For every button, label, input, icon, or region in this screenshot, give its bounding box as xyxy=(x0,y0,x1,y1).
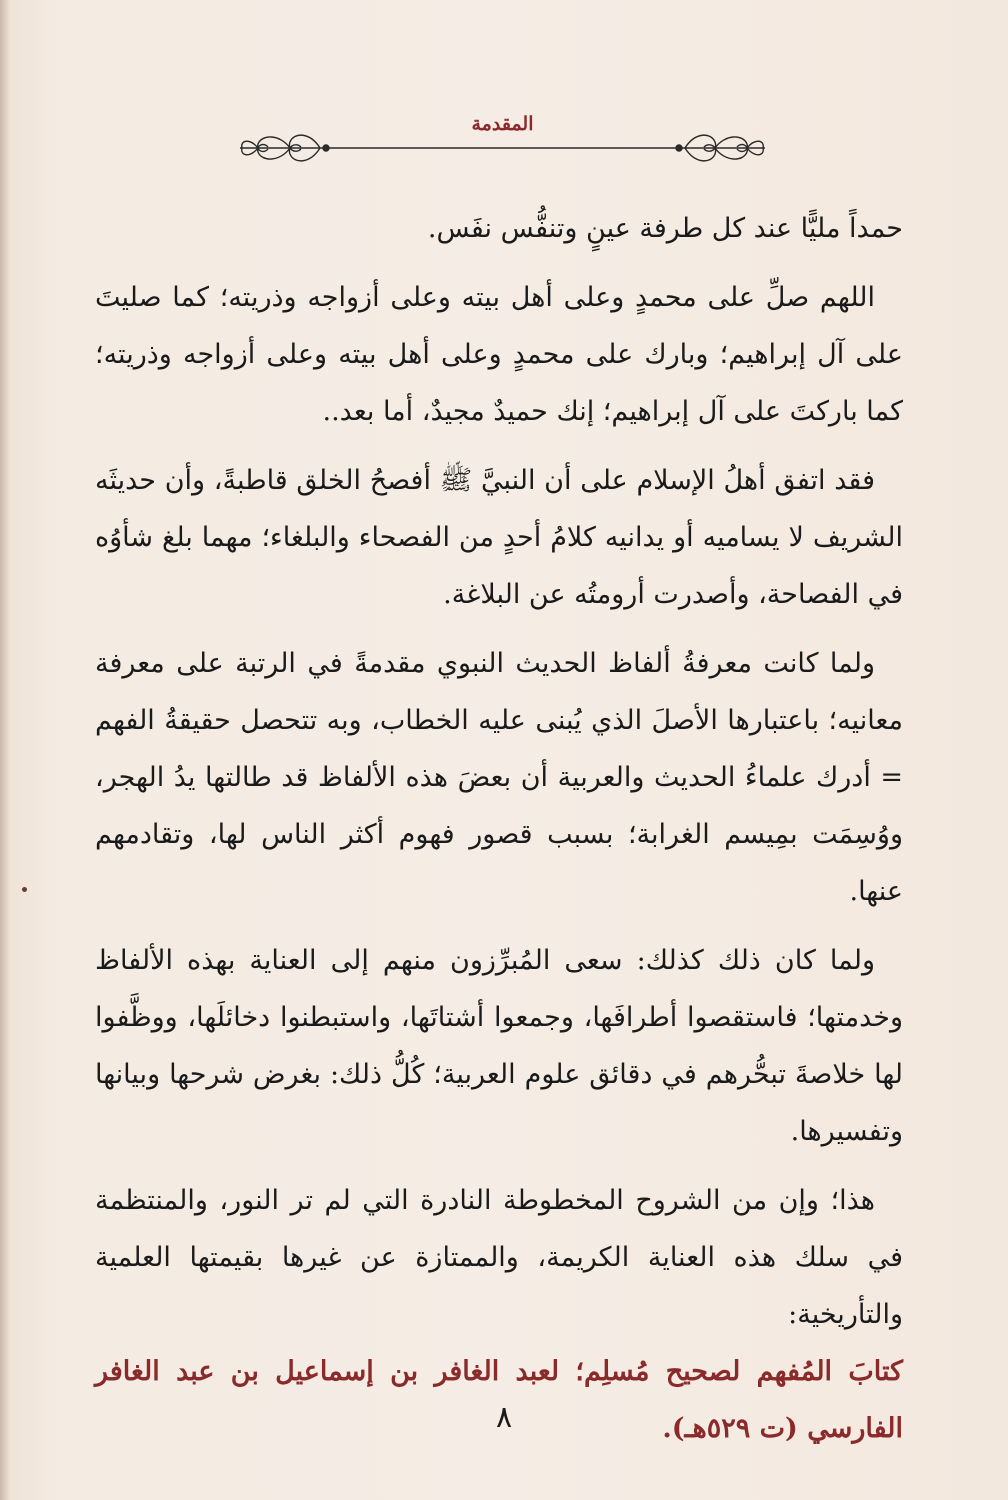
page-body xyxy=(95,200,903,1469)
ink-spot xyxy=(22,887,27,892)
paragraph: فقد اتفق أهلُ الإسلام على أن النبيَّ ﷺ أفصحُ الخلق قاطبةً، وأن حديثَه الشريف لا يساميه أو يدانيه كلامُ أحدٍ من الفصحاء والبلغاء؛ مهما بلغ شأوُه في الفصاحة، وأصدرت أرومتُه عن البلاغة. xyxy=(95,465,903,610)
paragraph: حمداً مليًّا عند كل طرفة عينٍ وتنفُّس نفَس. xyxy=(427,213,903,244)
page-binding-edge xyxy=(0,0,10,1500)
paragraph: اللهم صلِّ على محمدٍ وعلى أهل بيته وعلى أزواجه وذريته؛ كما صليتَ على آل إبراهيم؛ وبارك على محمدٍ وعلى أهل بيته وعلى أزواجه وذريته؛ كما باركتَ على آل إبراهيم؛ إنك حميدٌ مجيدٌ، أما بعد.. xyxy=(95,282,903,427)
chapter-title: المقدمة xyxy=(471,113,534,135)
book-title-highlight: كتابَ المُفهم لصحيح مُسلِم؛ لعبد الغافر بن إسماعيل بن عبد الغافر الفارسي (ت ٥٢٩هـ). xyxy=(95,1356,903,1444)
paragraph: هذا؛ وإن من الشروح المخطوطة النادرة التي لم تر النور، والمنتظمة في سلك هذه العناية الكريمة، والممتازة عن غيرها بقيمتها العلمية والتأريخية: xyxy=(95,1185,903,1330)
page-header xyxy=(230,108,775,168)
paragraph: ولما كان ذلك كذلك: سعى المُبرِّزون منهم إلى العناية بهذه الألفاظ وخدمتها؛ فاستقصوا أطرافَها، وجمعوا أشتاتَها، واستبطنوا دخائلَها، ووظَّفوا لها خلاصةَ تبحُّرهم في دقائق علوم العربية؛ كُلُّ ذلك: بغرض شرحها وبيانها وتفسيرها. xyxy=(95,945,903,1147)
page-number: ٨ xyxy=(495,1400,513,1435)
paragraph: ولما كانت معرفةُ ألفاظ الحديث النبوي مقدمةً في الرتبة على معرفة معانيه؛ باعتبارها الأصلَ الذي يُبنى عليه الخطاب، وبه تتحصل حقيقةُ الفهم = أدرك علماءُ الحديث والعربية أن بعضَ هذه الألفاظ قد طالتها يدُ الهجر، ووُسِمَت بمِيسم الغرابة؛ بسبب قصور فهوم أكثر الناس لها، وتقادمهم عنها. xyxy=(95,648,903,907)
